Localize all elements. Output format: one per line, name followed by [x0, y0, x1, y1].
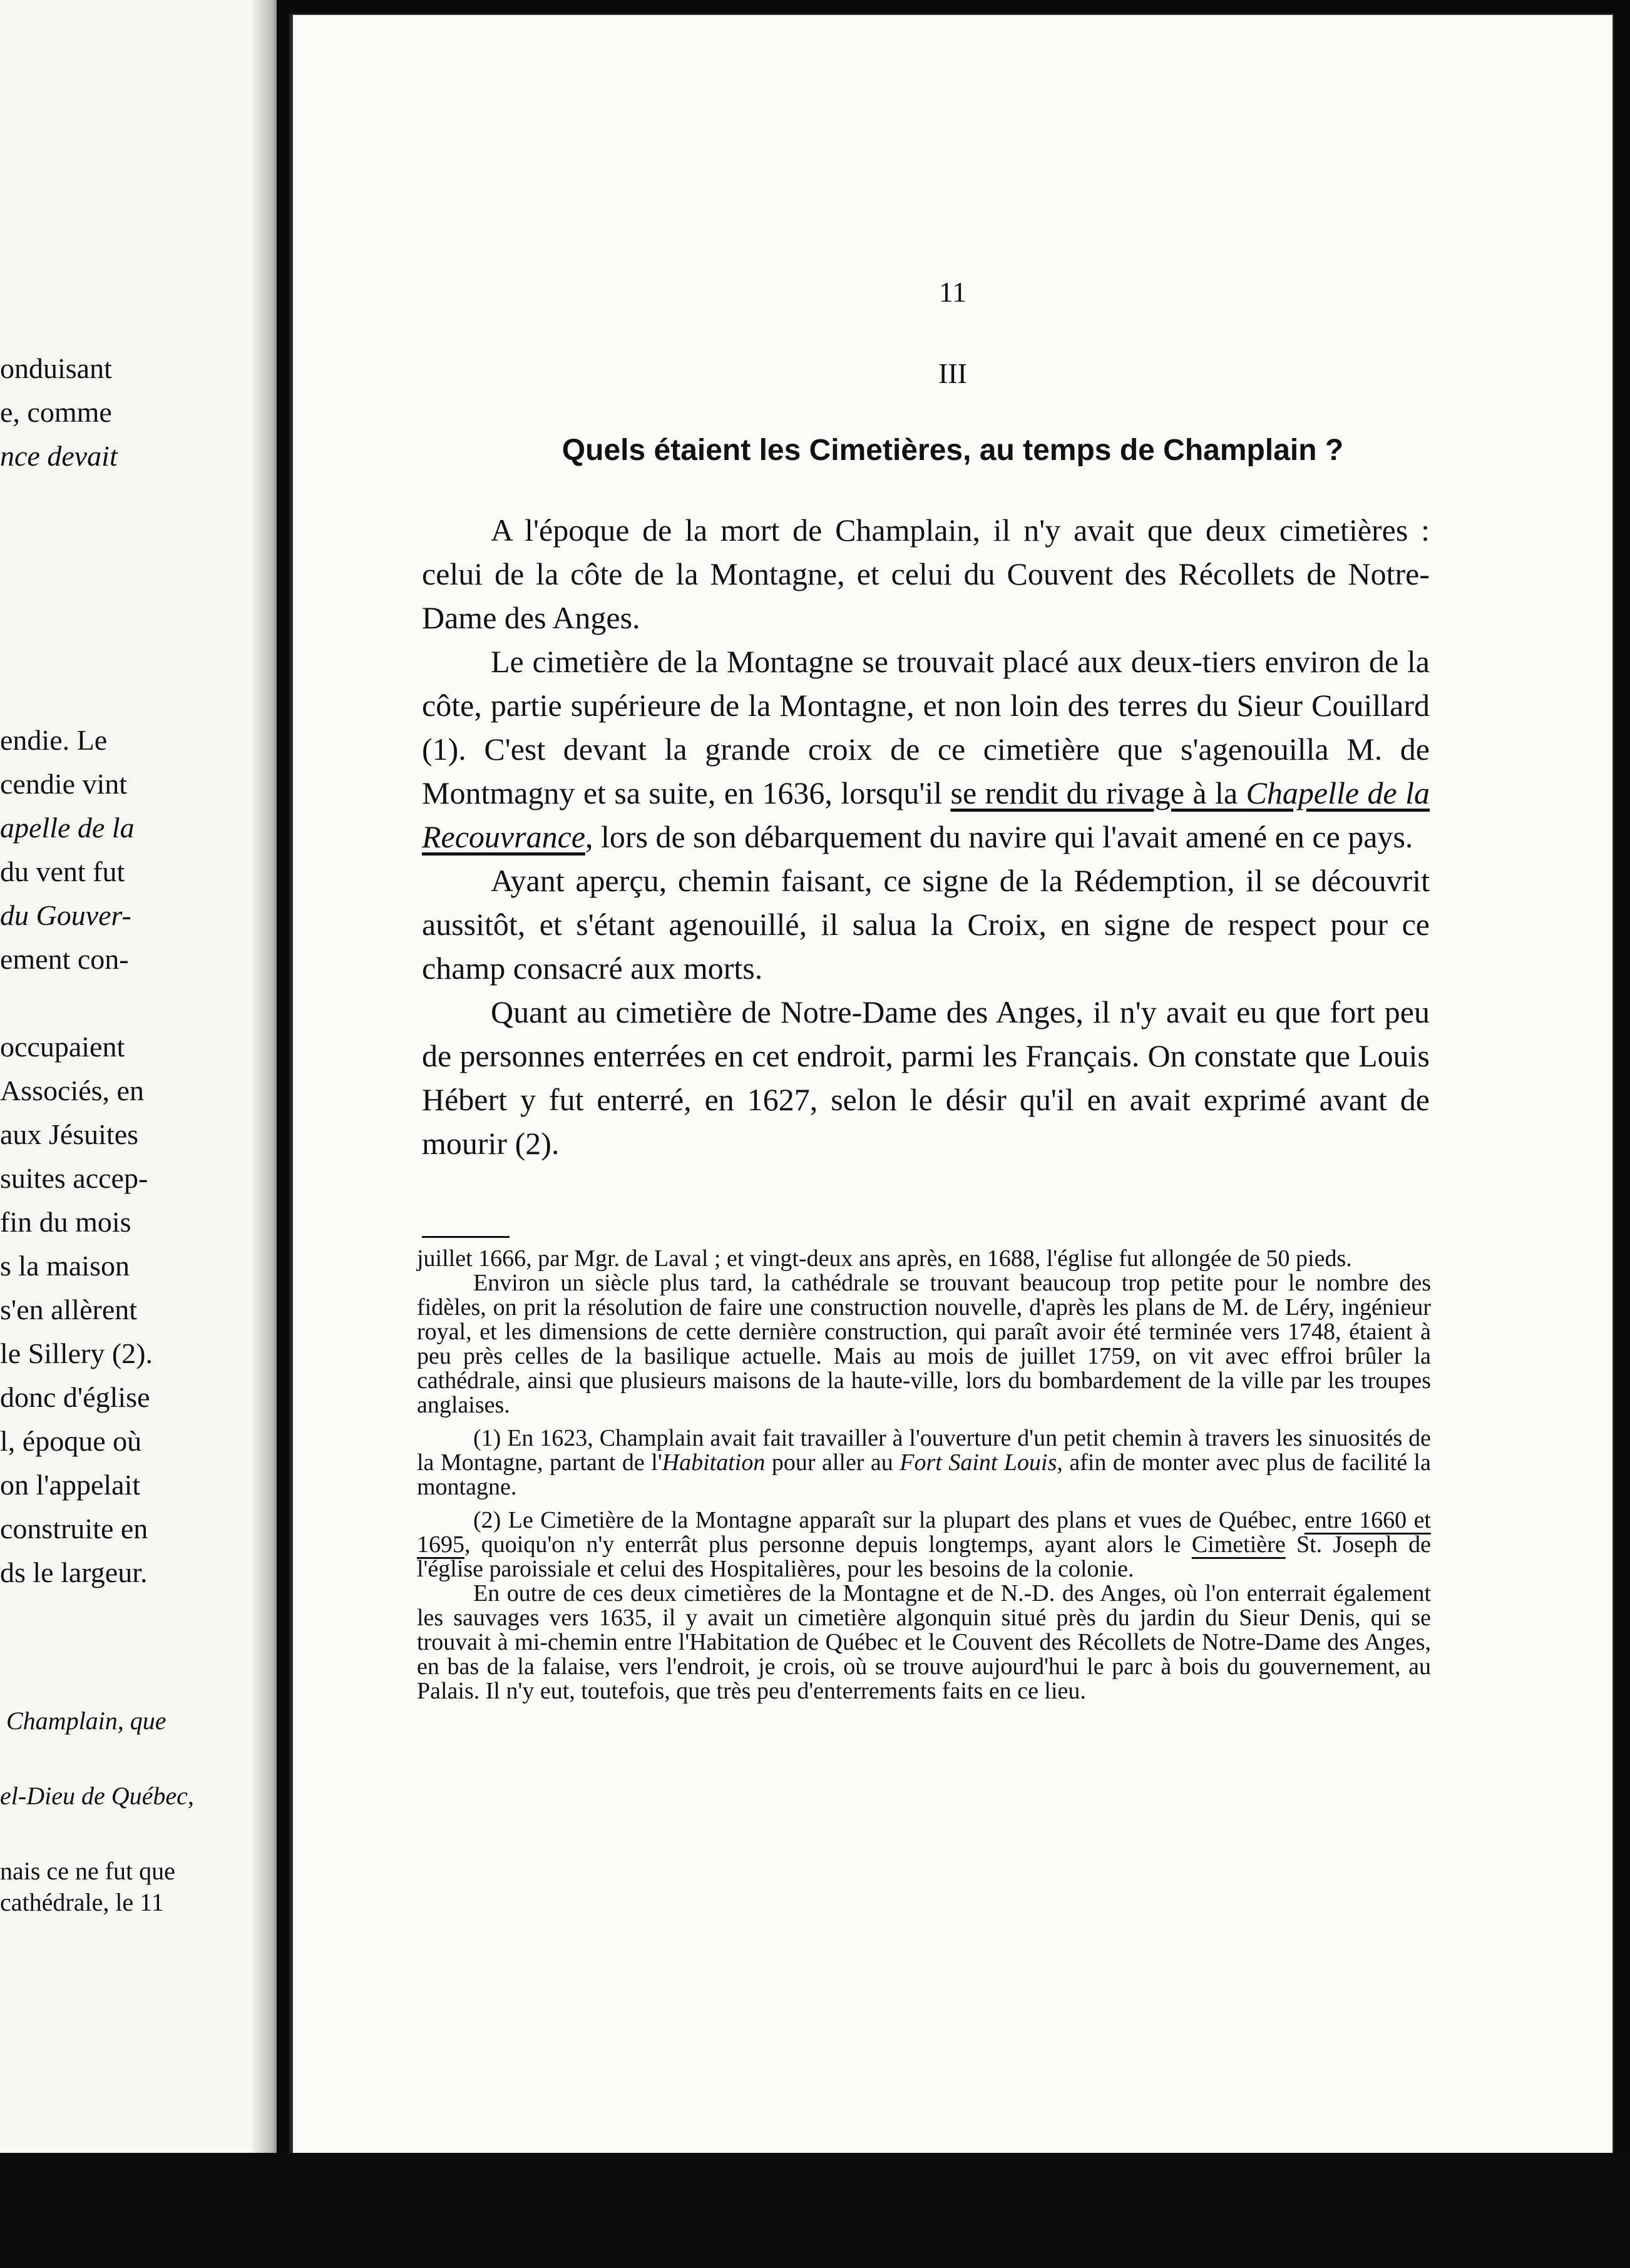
left-page-fragment: donc d'église: [0, 1381, 150, 1413]
underlined-italic-text: Chapelle de la Recouvrance: [422, 775, 1430, 854]
scan-background: [0, 2153, 1630, 2268]
paragraph-text: , lors de son débarquement du navire qui l'avait amené en ce pays.: [585, 819, 1413, 854]
left-page-fragment: endie. Le: [0, 724, 108, 756]
left-page-fragment: nais ce ne fut que: [0, 1857, 175, 1885]
left-page-fragment: le Sillery (2).: [0, 1337, 153, 1369]
left-page-fragment: occupaient: [0, 1031, 125, 1063]
left-page-fragment: suites accep-: [0, 1162, 148, 1194]
footnote-rule: [422, 1236, 510, 1238]
italic-text: Habitation: [662, 1449, 766, 1476]
footnotes: [417, 1247, 1431, 1712]
left-page-fragment: cendie vint: [0, 768, 128, 800]
paragraph-text: Le cimetière de la Montagne se trouvait placé aux deux-tiers environ de la côte, partie supérieure de la Montagne, et non loin des terres du Sieur Couillard (1). C'est devant la grande croix de ce cimetière que s'agenouilla M. de Montmagny et sa suite, en 1636, lorsqu'il: [422, 644, 1430, 810]
underlined-text: Cimetière: [1191, 1531, 1286, 1558]
underlined-text: se rendit du rivage à la: [950, 775, 1246, 810]
left-page-fragment: s'en allèrent: [0, 1294, 138, 1326]
paragraph: [422, 640, 1430, 859]
footnote-continuation: juillet 1666, par Mgr. de Laval ; et vingt-deux ans après, en 1688, l'église fut allongée de 50 pieds.: [417, 1245, 1352, 1272]
left-page-fragment: on l'appelait: [0, 1469, 141, 1501]
left-page-fragment: s la maison: [0, 1250, 130, 1282]
footnote-text: St. Joseph de l'église paroissiale et celui des Hospitalières, pour les besoins de la colonie.: [417, 1531, 1432, 1582]
left-page-fragment: Associés, en: [0, 1075, 144, 1106]
left-page-fragment: el-Dieu de Québec,: [0, 1782, 194, 1810]
left-page-fragment: onduisant: [0, 352, 112, 384]
footnote-2: [417, 1508, 1431, 1581]
left-page-fragment: du vent fut: [0, 856, 125, 887]
left-page-fragment: ds le largeur.: [0, 1556, 148, 1588]
footnote-text: (1) En 1623, Champlain avait fait travailler à l'ouverture d'un petit chemin à travers les sinuosités de la Montagne, partant de l': [417, 1425, 1431, 1476]
left-page: [0, 0, 277, 2268]
paragraph: Ayant aperçu, chemin faisant, ce signe de la Rédemption, il se découvrit aussitôt, et s'étant agenouillé, il salua la Croix, en signe de respect pour ce champ consacré aux morts.: [422, 863, 1430, 986]
footnote-text: , quoiqu'on n'y enterrât plus personne depuis longtemps, ayant alors le: [464, 1531, 1192, 1558]
page-gutter-shadow: [250, 0, 277, 2268]
left-page-fragment: apelle de la: [0, 812, 135, 844]
footnote-paragraph: Environ un siècle plus tard, la cathédrale se trouvant beaucoup trop petite pour le nombre des fidèles, on prit la résolution de faire une construction nouvelle, d'après les plans de M. de Léry, ingénieur royal, et les dimensions de cette dernière construction, qui paraît avoir été terminée vers 1748, étaient à peu près celles de la basilique actuelle. Mais au mois de juillet 1759, on vit avec effroi brûler la cathédrale, ainsi que plusieurs maisons de la haute-ville, lors du bombardement de la ville par les troupes anglaises.: [417, 1270, 1431, 1418]
footnote-text: , afin de monter avec plus de facilité la montagne.: [417, 1449, 1431, 1500]
page-number: 11: [938, 276, 967, 308]
body-text: [422, 508, 1430, 1165]
paragraph: Quant au cimetière de Notre-Dame des Anges, il n'y avait eu que fort peu de personnes enterrées en cet endroit, parmi les Français. On constate que Louis Hébert y fut enterré, en 1627, selon le désir qu'il en avait exprimé avant de mourir (2).: [422, 994, 1430, 1161]
left-page-fragment: fin du mois: [0, 1206, 131, 1238]
left-page-fragment: Champlain, que: [6, 1707, 167, 1735]
paragraph: A l'époque de la mort de Champlain, il n'y avait que deux cimetières : celui de la côte de la Montagne, et celui du Couvent des Récollets de Notre-Dame des Anges.: [422, 513, 1430, 635]
footnote-paragraph: En outre de ces deux cimetières de la Montagne et de N.-D. des Anges, où l'on enterrait également les sauvages vers 1635, il y avait un cimetière algonquin situé près du jardin du Sieur Denis, qui se trouvait à mi-chemin entre l'Habitation de Québec et le Couvent des Récollets de Notre-Dame des Anges, en bas de la falaise, vers l'endroit, je crois, où se trouve aujourd'hui le parc à bois du gouvernement, au Palais. Il n'y eut, toutefois, que très peu d'enterrements faits en ce lieu.: [417, 1580, 1431, 1704]
left-page-fragment: l, époque où: [0, 1425, 142, 1457]
left-page-fragment: aux Jésuites: [0, 1118, 139, 1150]
italic-text: Fort Saint Louis: [900, 1449, 1057, 1476]
left-page-fragment: e, comme: [0, 396, 112, 428]
footnote-1: [417, 1426, 1431, 1499]
section-number: III: [938, 357, 967, 389]
left-page-fragment: nce devait: [0, 440, 118, 472]
section-heading: Quels étaient les Cimetières, au temps de Champlain ?: [561, 434, 1344, 467]
left-page-fragment: ement con-: [0, 943, 129, 975]
footnote-text: (2) Le Cimetière de la Montagne apparaît sur la plupart des plans et vues de Québec,: [473, 1507, 1305, 1533]
left-page-fragment: construite en: [0, 1513, 148, 1545]
left-page-fragment: du Gouver-: [0, 899, 131, 931]
left-page-fragment: cathédrale, le 11: [0, 1888, 164, 1916]
underlined-text: entre 1660 et 1695: [417, 1507, 1431, 1558]
right-page: [289, 14, 1614, 2160]
footnote-text: pour aller au: [765, 1449, 900, 1476]
